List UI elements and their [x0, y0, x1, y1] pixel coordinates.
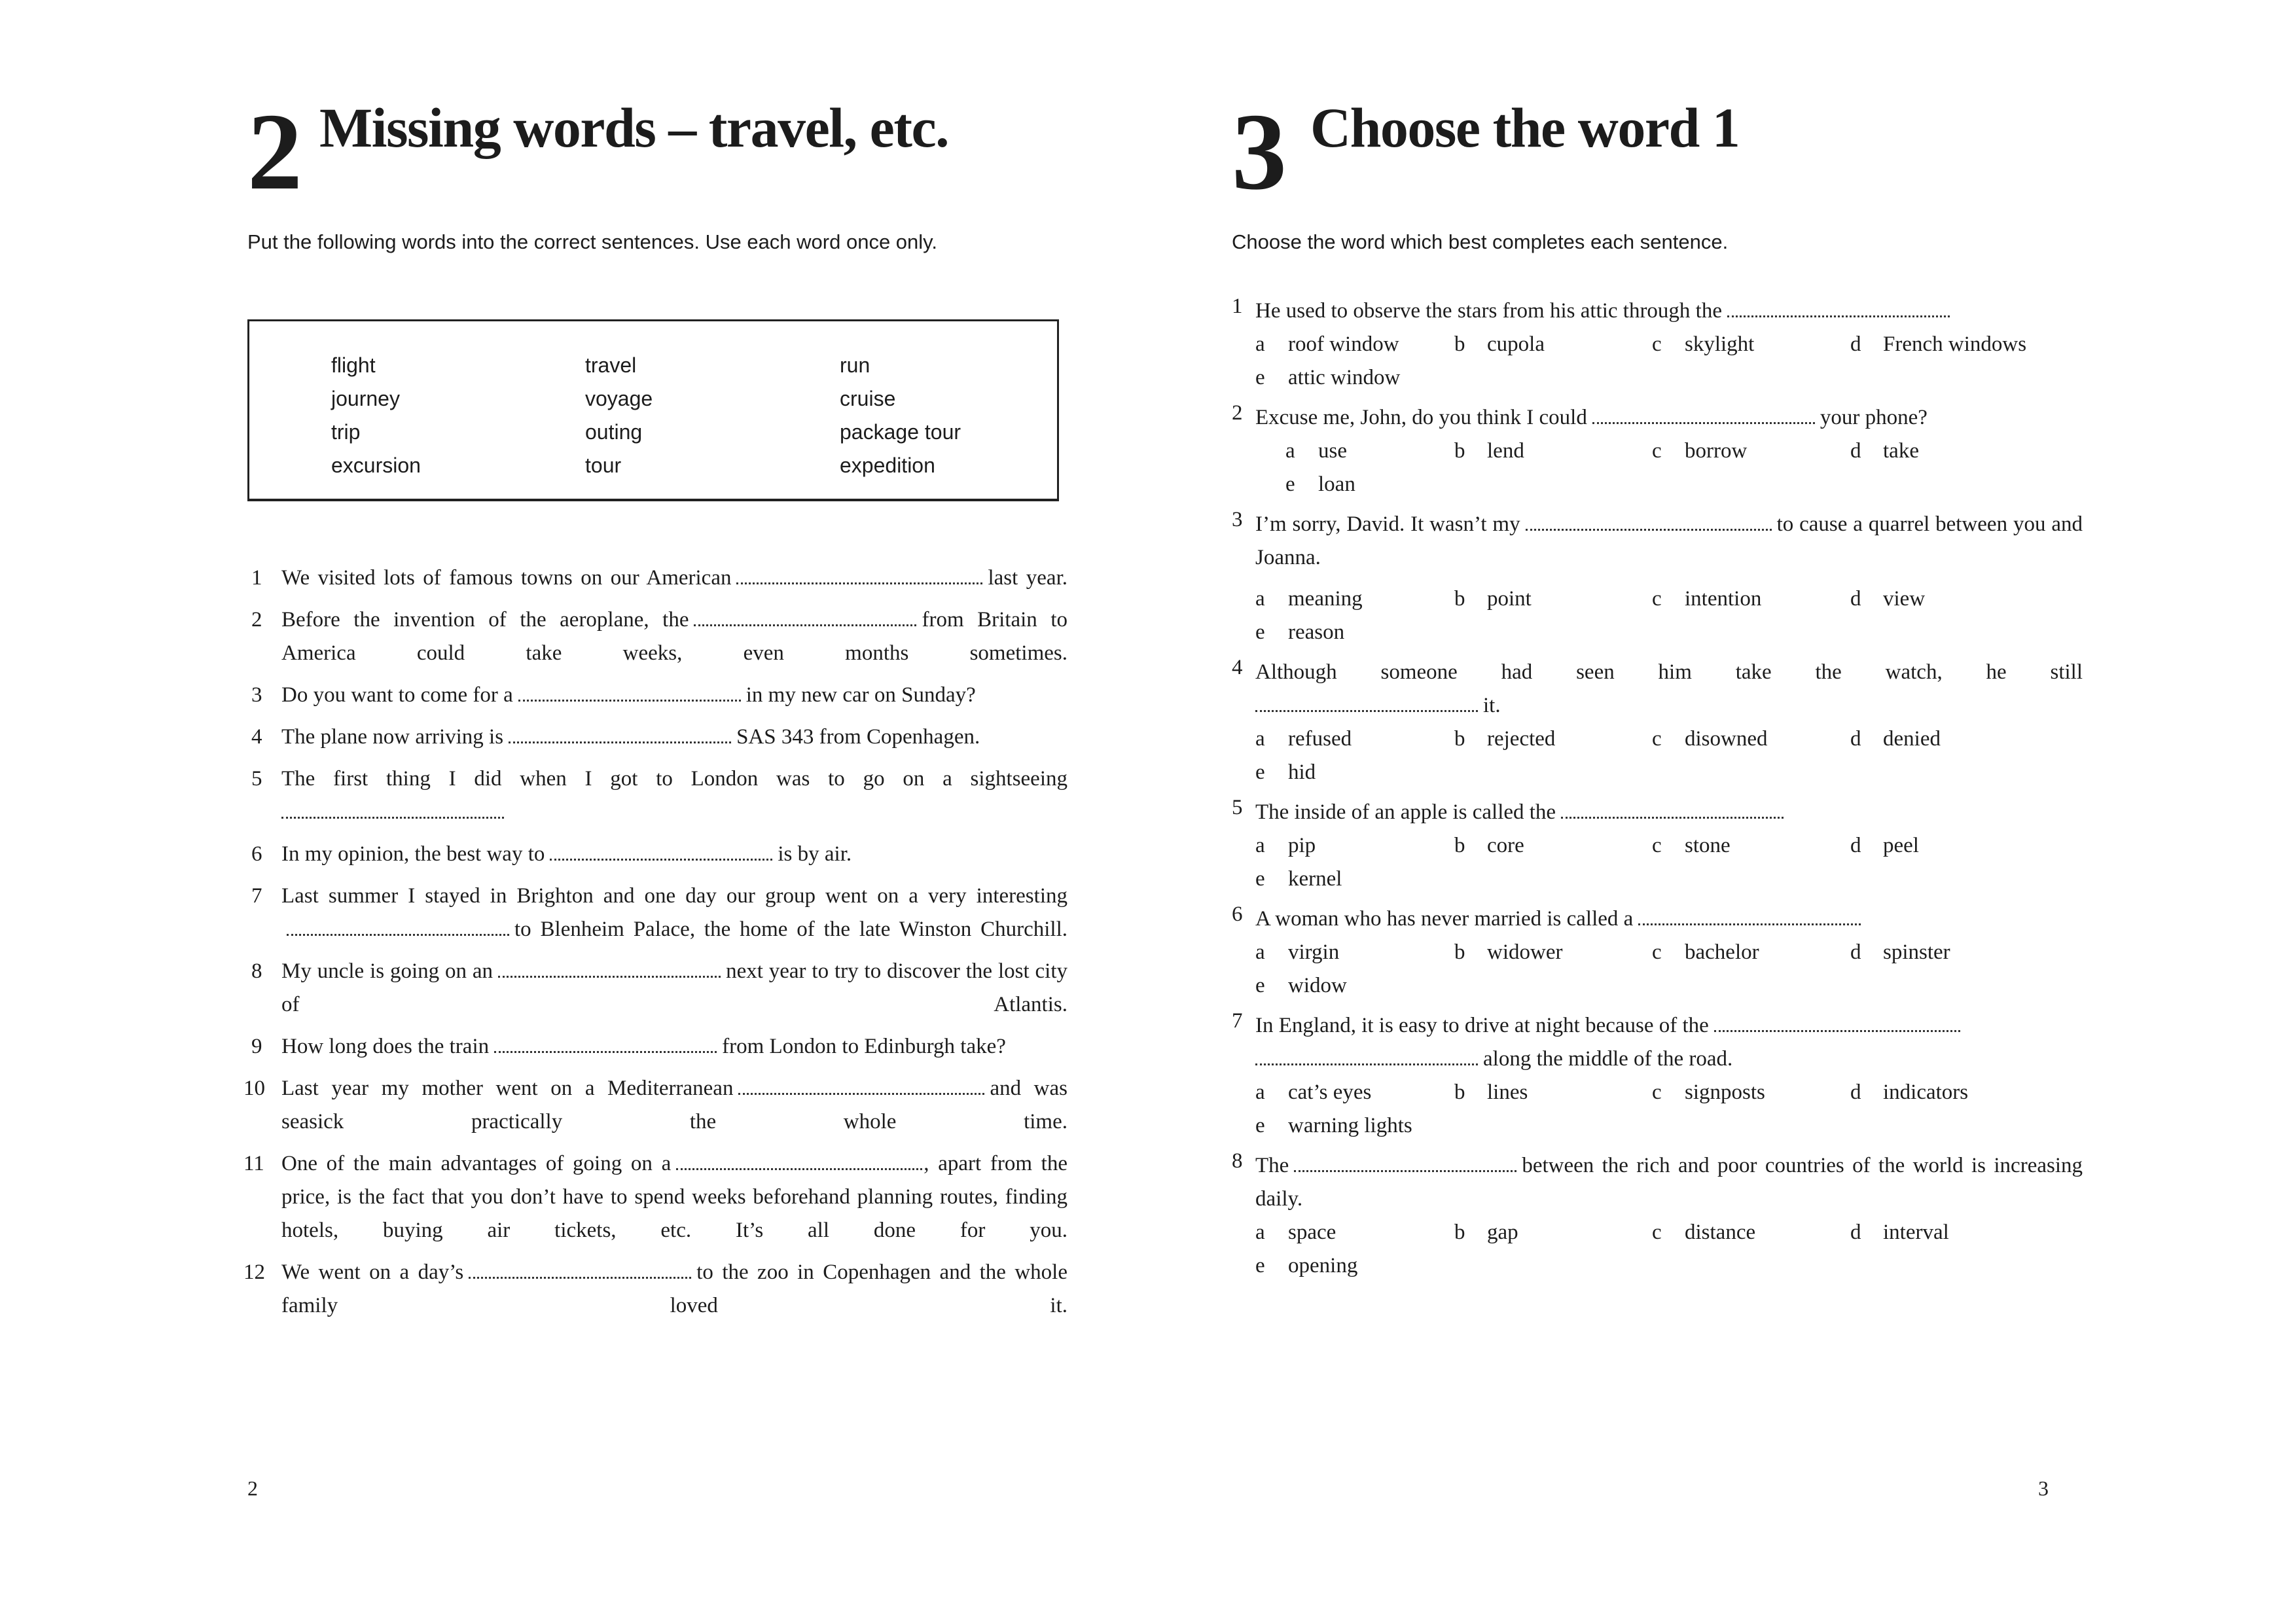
sentence-text: SAS 343 from Copenhagen. — [736, 725, 980, 749]
sentence-text: We went on a day’s — [281, 1260, 464, 1284]
option-a[interactable]: a meaning — [1255, 587, 1363, 611]
option-d[interactable]: d take — [1850, 439, 1919, 463]
word-item: run — [840, 353, 870, 377]
sentence-text: to the zoo in Copenhagen and the whole family loved it. — [281, 1260, 1067, 1317]
option-e[interactable]: e loan — [1285, 473, 1355, 496]
unit-number: 3 — [1232, 91, 1284, 213]
options-row — [1232, 1249, 2083, 1283]
question-text: your phone? — [1820, 406, 1928, 429]
word-item: trip — [331, 420, 361, 444]
question-item — [1232, 902, 2083, 1003]
sentence-number: 5 — [251, 767, 262, 791]
option-d[interactable]: d French windows — [1850, 332, 2027, 356]
sentence-item — [247, 721, 1067, 754]
answer-blank[interactable] — [1255, 693, 1478, 712]
options-row — [1232, 361, 2083, 395]
question-item — [1232, 1009, 2083, 1143]
sentence-number: 2 — [251, 608, 262, 632]
option-b[interactable]: b core — [1454, 834, 1524, 857]
question-text: it. — [1483, 694, 1501, 717]
options-row — [1232, 722, 2083, 756]
sentence-text: to Blenheim Palace, the home of the late Winston Churchill. — [514, 918, 1067, 941]
sentence-text: My uncle is going on an — [281, 959, 493, 983]
question-item — [1232, 796, 2083, 896]
options-row — [1232, 969, 2083, 1003]
answer-blank[interactable] — [287, 917, 509, 936]
options-row — [1232, 328, 2083, 361]
sentence-item — [247, 679, 1067, 712]
option-b[interactable]: b lend — [1454, 439, 1524, 463]
question-list — [1232, 294, 2083, 1289]
sentence-number: 3 — [251, 683, 262, 707]
question-item — [1232, 508, 2083, 649]
question-stem — [1255, 796, 2083, 829]
word-column — [331, 349, 421, 482]
option-b[interactable]: b rejected — [1454, 727, 1556, 751]
answer-blank[interactable] — [469, 1260, 691, 1279]
sentence-item — [243, 1072, 1067, 1139]
sentence-item — [243, 1147, 1068, 1247]
options-row — [1232, 616, 2083, 649]
sentence-text: is by air. — [778, 842, 852, 866]
sentence-item — [247, 762, 1067, 829]
option-c[interactable]: c borrow — [1652, 439, 1748, 463]
option-d[interactable]: d indicators — [1850, 1080, 1969, 1104]
question-text: The — [1255, 1154, 1289, 1177]
sentence-text: last year. — [988, 566, 1067, 590]
word-item: voyage — [585, 387, 653, 410]
word-column — [840, 349, 961, 482]
answer-blank[interactable] — [281, 800, 504, 819]
question-number: 6 — [1232, 902, 1243, 926]
sentence-number: 12 — [243, 1260, 265, 1284]
left-page — [243, 0, 1075, 1623]
sentence-number: 11 — [243, 1152, 264, 1175]
answer-blank[interactable] — [498, 959, 721, 978]
question-number: 8 — [1232, 1149, 1243, 1173]
answer-blank[interactable] — [1526, 512, 1772, 531]
word-item: cruise — [840, 387, 896, 410]
question-number: 7 — [1232, 1009, 1243, 1033]
sentence-item — [247, 880, 1067, 946]
word-item: flight — [331, 353, 376, 377]
option-e[interactable]: e attic window — [1255, 366, 1401, 389]
right-page — [1232, 0, 2083, 1623]
option-b[interactable]: b cupola — [1454, 332, 1545, 356]
option-c[interactable]: c disowned — [1652, 727, 1768, 751]
sentence-text: , apart from the price, is the fact that you don’t have to spend weeks beforehand planning routes, finding hotels, buying air tickets, etc. It’s all done for you. — [281, 1152, 1068, 1242]
unit-number: 2 — [247, 91, 300, 213]
sentence-number: 8 — [251, 959, 262, 983]
answer-blank[interactable] — [550, 842, 772, 861]
sentence-text: and was seasick practically the whole time. — [281, 1077, 1067, 1133]
option-a[interactable]: a virgin — [1255, 940, 1340, 964]
options-row — [1232, 936, 2083, 969]
question-text: In England, it is easy to drive at night because of the — [1255, 1014, 1709, 1037]
sentence-number: 6 — [251, 842, 262, 866]
unit-title: Missing words – travel, etc. — [319, 96, 949, 159]
option-c[interactable]: c bachelor — [1652, 940, 1759, 964]
question-number: 1 — [1232, 294, 1243, 318]
question-number: 2 — [1232, 401, 1243, 425]
sentence-text: next year to try to discover the lost city of Atlantis. — [281, 959, 1067, 1016]
answer-blank[interactable] — [518, 683, 741, 702]
sentence-text: How long does the train — [281, 1035, 490, 1058]
question-stem — [1255, 1043, 2083, 1076]
sentence-text: Do you want to come for a — [281, 683, 513, 707]
question-text: Although someone had seen him take the watch, he still — [1255, 660, 2083, 684]
answer-blank[interactable] — [1638, 906, 1861, 925]
instruction: Put the following words into the correct sentences. Use each word once only. — [247, 230, 937, 253]
sentence-item — [247, 838, 1067, 871]
option-a[interactable]: a cat’s eyes — [1255, 1080, 1372, 1104]
sentence-number: 9 — [251, 1035, 262, 1058]
option-b[interactable]: b lines — [1454, 1080, 1528, 1104]
sentence-text: Before the invention of the aeroplane, the — [281, 608, 689, 632]
answer-blank[interactable] — [1592, 405, 1815, 424]
question-stem — [1255, 401, 2083, 435]
option-e[interactable]: e warning lights — [1255, 1114, 1412, 1137]
word-item: journey — [331, 387, 400, 410]
sentence-number: 1 — [251, 566, 262, 590]
sentence-text: Last summer I stayed in Brighton and one day our group went on a very interesting — [281, 884, 1067, 908]
option-c[interactable]: c intention — [1652, 587, 1762, 611]
page-number: 2 — [247, 1476, 258, 1500]
question-text: The inside of an apple is called the — [1255, 800, 1556, 824]
question-item — [1232, 656, 2083, 789]
question-number: 5 — [1232, 796, 1243, 819]
answer-blank[interactable] — [509, 724, 731, 743]
sentence-item — [247, 955, 1067, 1022]
word-box — [247, 319, 1059, 501]
question-text: between the rich and poor countries of the world is increasing daily. — [1255, 1154, 2083, 1211]
options-row — [1232, 863, 2083, 896]
option-e[interactable]: e reason — [1255, 620, 1345, 644]
question-stem — [1255, 508, 2083, 575]
option-d[interactable]: d view — [1850, 587, 1926, 611]
sentence-text: in my new car on Sunday? — [745, 683, 976, 707]
question-stem — [1255, 689, 2083, 722]
sentence-number: 4 — [251, 725, 262, 749]
option-a[interactable]: a roof window — [1255, 332, 1399, 356]
unit-title: Choose the word 1 — [1310, 96, 1740, 159]
answer-blank[interactable] — [1294, 1153, 1516, 1172]
answer-blank[interactable] — [736, 565, 982, 584]
answer-blank[interactable] — [494, 1034, 717, 1053]
word-item: package tour — [840, 420, 961, 444]
sentence-item — [243, 1256, 1067, 1323]
options-row — [1232, 1076, 2083, 1109]
question-item — [1232, 294, 2083, 395]
question-stem — [1255, 656, 2083, 689]
options-row — [1232, 582, 2083, 616]
sentence-text: The plane now arriving is — [281, 725, 504, 749]
answer-blank[interactable] — [1714, 1013, 1960, 1032]
option-b[interactable]: b point — [1454, 587, 1532, 611]
option-e[interactable]: e hid — [1255, 760, 1316, 784]
sentence-text: We visited lots of famous towns on our American — [281, 566, 732, 590]
question-text: Excuse me, John, do you think I could — [1255, 406, 1587, 429]
answer-blank[interactable] — [1727, 298, 1950, 317]
question-stem — [1255, 294, 2083, 328]
options-row — [1232, 1216, 2083, 1249]
sentence-text: In my opinion, the best way to — [281, 842, 545, 866]
sentence-item — [247, 1030, 1067, 1063]
option-c[interactable]: c skylight — [1652, 332, 1755, 356]
question-text: to cause a quarrel between you and Joanna. — [1255, 512, 2083, 569]
word-item: tour — [585, 454, 622, 477]
options-row — [1232, 435, 2083, 468]
option-a[interactable]: a pip — [1255, 834, 1316, 857]
sentence-number: 10 — [243, 1077, 265, 1100]
option-c[interactable]: c distance — [1652, 1221, 1756, 1244]
option-d[interactable]: d peel — [1850, 834, 1919, 857]
option-a[interactable]: a space — [1255, 1221, 1336, 1244]
word-item: outing — [585, 420, 643, 444]
option-d[interactable]: d spinster — [1850, 940, 1950, 964]
option-d[interactable]: d interval — [1850, 1221, 1949, 1244]
question-text: A woman who has never married is called a — [1255, 907, 1634, 931]
instruction: Choose the word which best completes each sentence. — [1232, 230, 1729, 253]
sentence-text: Last year my mother went on a Mediterranean — [281, 1077, 734, 1100]
option-c[interactable]: c stone — [1652, 834, 1731, 857]
answer-blank[interactable] — [1255, 1046, 1478, 1065]
answer-blank[interactable] — [738, 1076, 984, 1095]
sentence-text: One of the main advantages of going on a — [281, 1152, 672, 1175]
option-e[interactable]: e kernel — [1255, 867, 1342, 891]
sentence-text: The first thing I did when I got to London was to go on a sightseeing — [281, 767, 1067, 791]
option-e[interactable]: e opening — [1255, 1254, 1358, 1277]
options-row — [1232, 829, 2083, 863]
options-row — [1232, 756, 2083, 789]
option-b[interactable]: b gap — [1454, 1221, 1518, 1244]
question-text: I’m sorry, David. It wasn’t my — [1255, 512, 1520, 536]
question-item — [1232, 401, 2083, 501]
options-row — [1232, 1109, 2083, 1143]
option-a[interactable]: a refused — [1255, 727, 1352, 751]
options-row — [1232, 468, 2083, 501]
question-text: along the middle of the road. — [1483, 1047, 1733, 1071]
question-stem — [1255, 902, 2083, 936]
answer-blank[interactable] — [676, 1151, 922, 1170]
word-item: travel — [585, 353, 637, 377]
question-text: He used to observe the stars from his attic through the — [1255, 299, 1722, 323]
question-stem — [1255, 1009, 2083, 1043]
sentence-number: 7 — [251, 884, 262, 908]
word-item: excursion — [331, 454, 421, 477]
question-number: 3 — [1232, 508, 1243, 531]
question-item — [1232, 1149, 2083, 1283]
word-item: expedition — [840, 454, 935, 477]
sentence-item — [247, 603, 1067, 670]
option-e[interactable]: e widow — [1255, 974, 1347, 997]
word-column — [585, 349, 653, 482]
sentence-text: from London to Edinburgh take? — [722, 1035, 1006, 1058]
answer-blank[interactable] — [694, 607, 916, 626]
option-c[interactable]: c signposts — [1652, 1080, 1765, 1104]
sentence-item — [247, 562, 1067, 595]
page-number: 3 — [2038, 1476, 2049, 1500]
question-stem — [1255, 1149, 2083, 1216]
option-d[interactable]: d denied — [1850, 727, 1941, 751]
sentence-text: from Britain to America could take weeks, even months sometimes. — [281, 608, 1067, 665]
option-a[interactable]: a use — [1285, 439, 1347, 463]
answer-blank[interactable] — [1561, 800, 1784, 819]
option-b[interactable]: b widower — [1454, 940, 1563, 964]
sentence-list — [243, 562, 1068, 1331]
question-number: 4 — [1232, 656, 1243, 679]
